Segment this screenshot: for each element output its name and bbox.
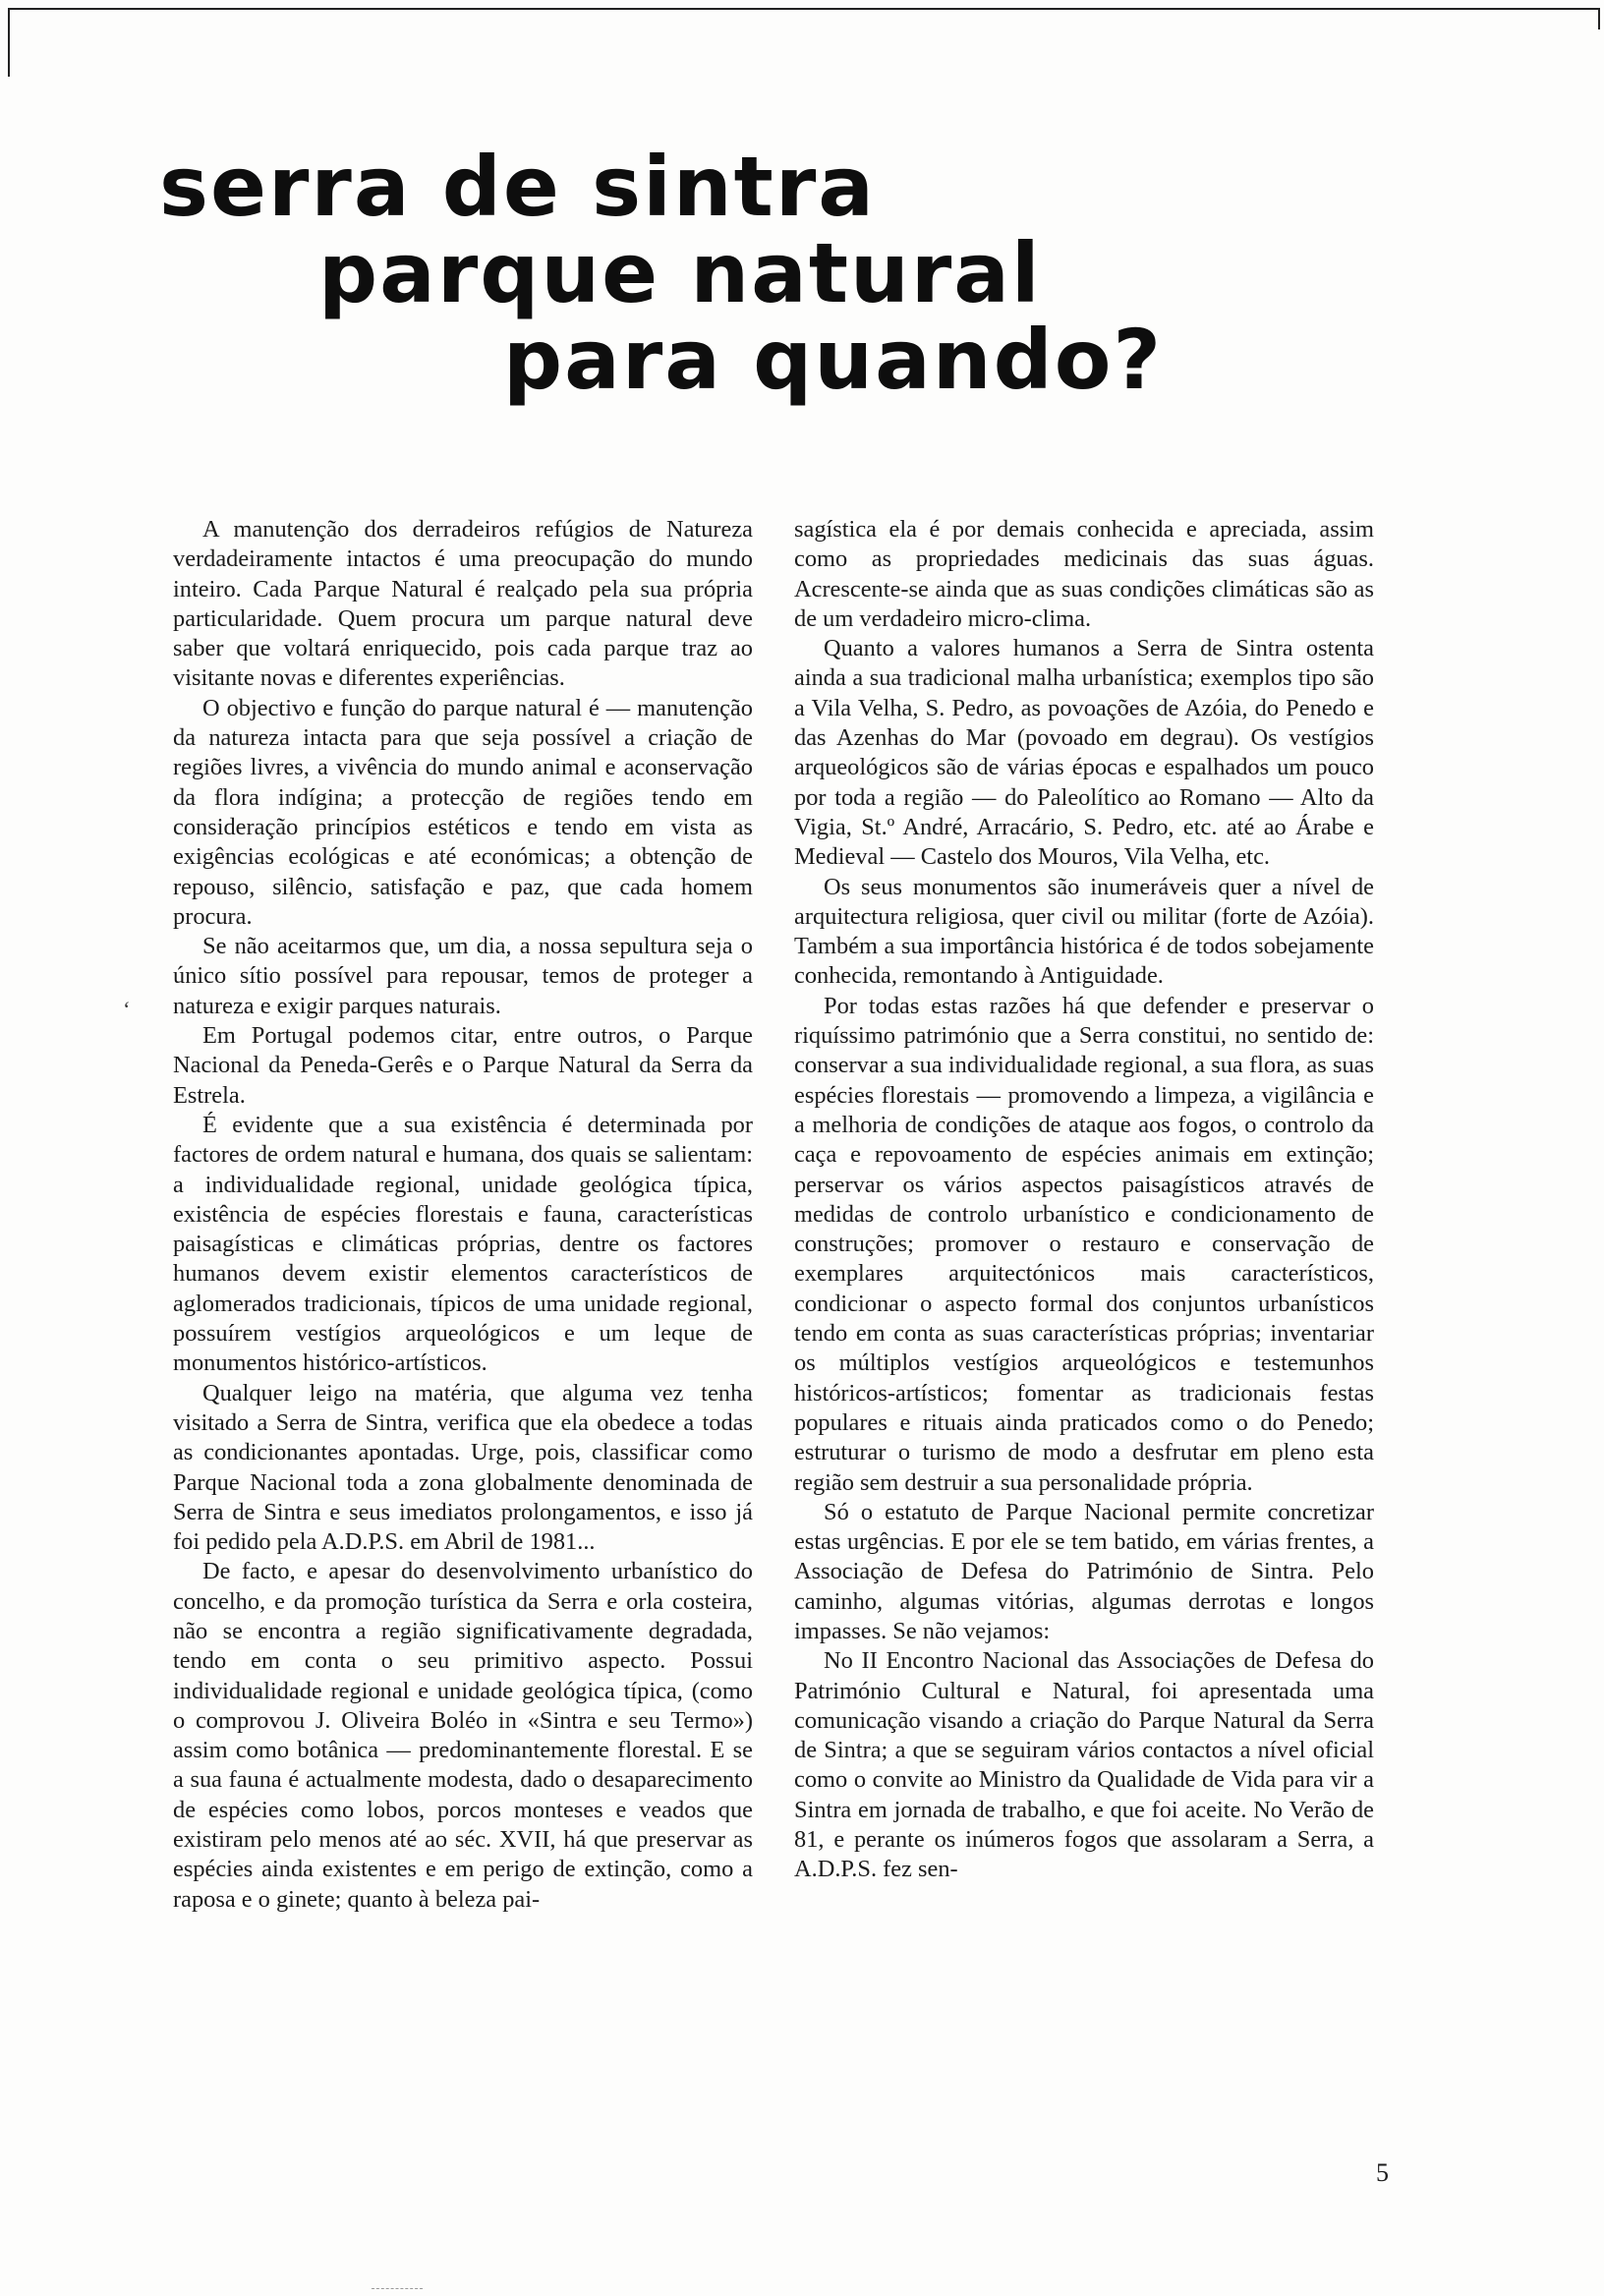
paragraph: A manutenção dos derradeiros refúgios de Natureza verdadeiramente intactos é uma preocupação do mundo inteiro. Cada Parque Natural é realçado pela sua própria particularidade. Quem procura um parque natural deve saber que voltará enriquecido, pois cada parque traz ao visitante novas e diferentes experiências. [173, 516, 753, 692]
title-line-2: parque natural [318, 225, 1042, 321]
title-line-1: serra de sintra [159, 139, 876, 235]
top-border-rule [8, 8, 1600, 10]
paragraph: O objectivo e função do parque natural é — manutenção da natureza intacta para que seja possível a criação de regiões livres, a vivência do mundo animal e aconservação da flora indígina; a protecção de regiões tendo em consideração princípios estéticos e tendo em vista as exigências ecológicas e até económicas; a obtenção de repouso, silêncio, satisfação e paz, que cada homem procura. [173, 694, 753, 930]
text-column-right [794, 515, 1374, 1885]
paragraph: De facto, e apesar do desenvolvimento urbanístico do concelho, e da promoção turística da Serra e orla costeira, não se encontra a região significativamente degradada, tendo em conta o seu primitivo aspecto. Possui individualidade regional e unidade geológica típica, (como o comprovou J. Oliveira Boléo in «Sintra e seu Termo») assim como botânica — predominantemente florestal. E se a sua fauna é actualmente modesta, dado o desaparecimento de espécies como lobos, porcos monteses e veados que existiram pelo menos até ao séc. XVII, há que preservar as espécies ainda existentes e em perigo de extinção, como a raposa e o ginete; quanto à beleza pai- [173, 1558, 753, 1913]
paragraph: Qualquer leigo na matéria, que alguma vez tenha visitado a Serra de Sintra, verifica que ela obedece a todas as condicionantes apontadas. Urge, pois, classificar como Parque Nacional toda a zona globalmente denominada de Serra de Sintra e seus imediatos prolongamentos, e isso já foi pedido pela A.D.P.S. em Abril de 1981... [173, 1379, 753, 1556]
page-number: 5 [1376, 2158, 1389, 2187]
paragraph: No II Encontro Nacional das Associações de Defesa do Património Cultural e Natural, foi apresentada uma comunicação visando a criação do Parque Natural da Serra de Sintra; a que se seguiram vários contactos a nível oficial como o convite ao Ministro da Qualidade de Vida para vir a Sintra em jornada de trabalho, e que foi aceite. No Verão de 81, e perante os inúmeros fogos que assolaram a Serra, a A.D.P.S. fez sen- [794, 1647, 1374, 1883]
paragraph: É evidente que a sua existência é determinada por factores de ordem natural e humana, dos quais se salientam: a individualidade regional, unidade geológica típica, existência de espécies florestais e fauna, características paisagísticas e climáticas próprias, dentre os factores humanos devem existir elementos característicos de aglomerados tradicionais, típicos de uma unidade regional, possuírem vestígios arqueológicos e um leque de monumentos histórico-artísticos. [173, 1111, 753, 1377]
margin-mark: ʻ [122, 997, 130, 1021]
paragraph-continuation: sagística ela é por demais conhecida e apreciada, assim como as propriedades medicinais das suas águas. Acrescente-se ainda que as suas condições climáticas são as de um verdadeiro micro-clima. [794, 516, 1374, 632]
title-line-3: para quando? [503, 312, 1164, 408]
paragraph: Só o estatuto de Parque Nacional permite concretizar estas urgências. E por ele se tem batido, em várias frentes, a Associação de Defesa do Património de Sintra. Pelo caminho, algumas vitórias, algumas derrotas e longos impasses. Se não vejamos: [794, 1498, 1374, 1644]
left-border-rule [8, 8, 10, 77]
right-border-rule [1598, 8, 1600, 29]
paragraph: Em Portugal podemos citar, entre outros, o Parque Nacional da Peneda-Gerês e o Parque Natural da Serra da Estrela. [173, 1022, 753, 1109]
text-column-left [173, 515, 753, 1915]
bottom-dash-mark [372, 2288, 423, 2289]
paragraph: Se não aceitarmos que, um dia, a nossa sepultura seja o único sítio possível para repousar, temos de proteger a natureza e exigir parques naturais. [173, 933, 753, 1019]
paragraph: Os seus monumentos são inumeráveis quer a nível de arquitectura religiosa, quer civil ou militar (forte de Azóia). Também a sua importância histórica é de todos sobejamente conhecida, remontando à Antiguidade. [794, 873, 1374, 990]
paragraph: Por todas estas razões há que defender e preservar o riquíssimo património que a Serra constitui, no sentido de: conservar a sua individualidade regional, a sua flora, as suas espécies florestais — promovendo a limpeza, a vigilância e a melhoria de condições de ataque aos fogos, o controlo da caça e repovoamento de espécies animais em extinção; perservar os vários aspectos paisagísticos através de medidas de controlo urbanístico e condicionamento de construções; promover o restauro e conservação de exemplares arquitectónicos mais característicos, condicionar o aspecto formal dos conjuntos urbanísticos tendo em conta as suas características próprias; inventariar os múltiplos vestígios arqueológicos e testemunhos históricos-artísticos; fomentar as tradicionais festas populares e rituais ainda praticados como o do Penedo; estruturar o turismo de modo a desfrutar em pleno esta região sem destruir a sua personalidade própria. [794, 992, 1374, 1496]
paragraph: Quanto a valores humanos a Serra de Sintra ostenta ainda a sua tradicional malha urbanística; exemplos tipo são a Vila Velha, S. Pedro, as povoações de Azóia, do Penedo e das Azenhas do Mar (povoado em degrau). Os vestígios arqueológicos são de várias épocas e espalhados um pouco por toda a região — do Paleolítico ao Romano — Alto da Vigia, St.º André, Arracário, S. Pedro, etc. até ao Árabe e Medieval — Castelo dos Mouros, Vila Velha, etc. [794, 635, 1374, 871]
